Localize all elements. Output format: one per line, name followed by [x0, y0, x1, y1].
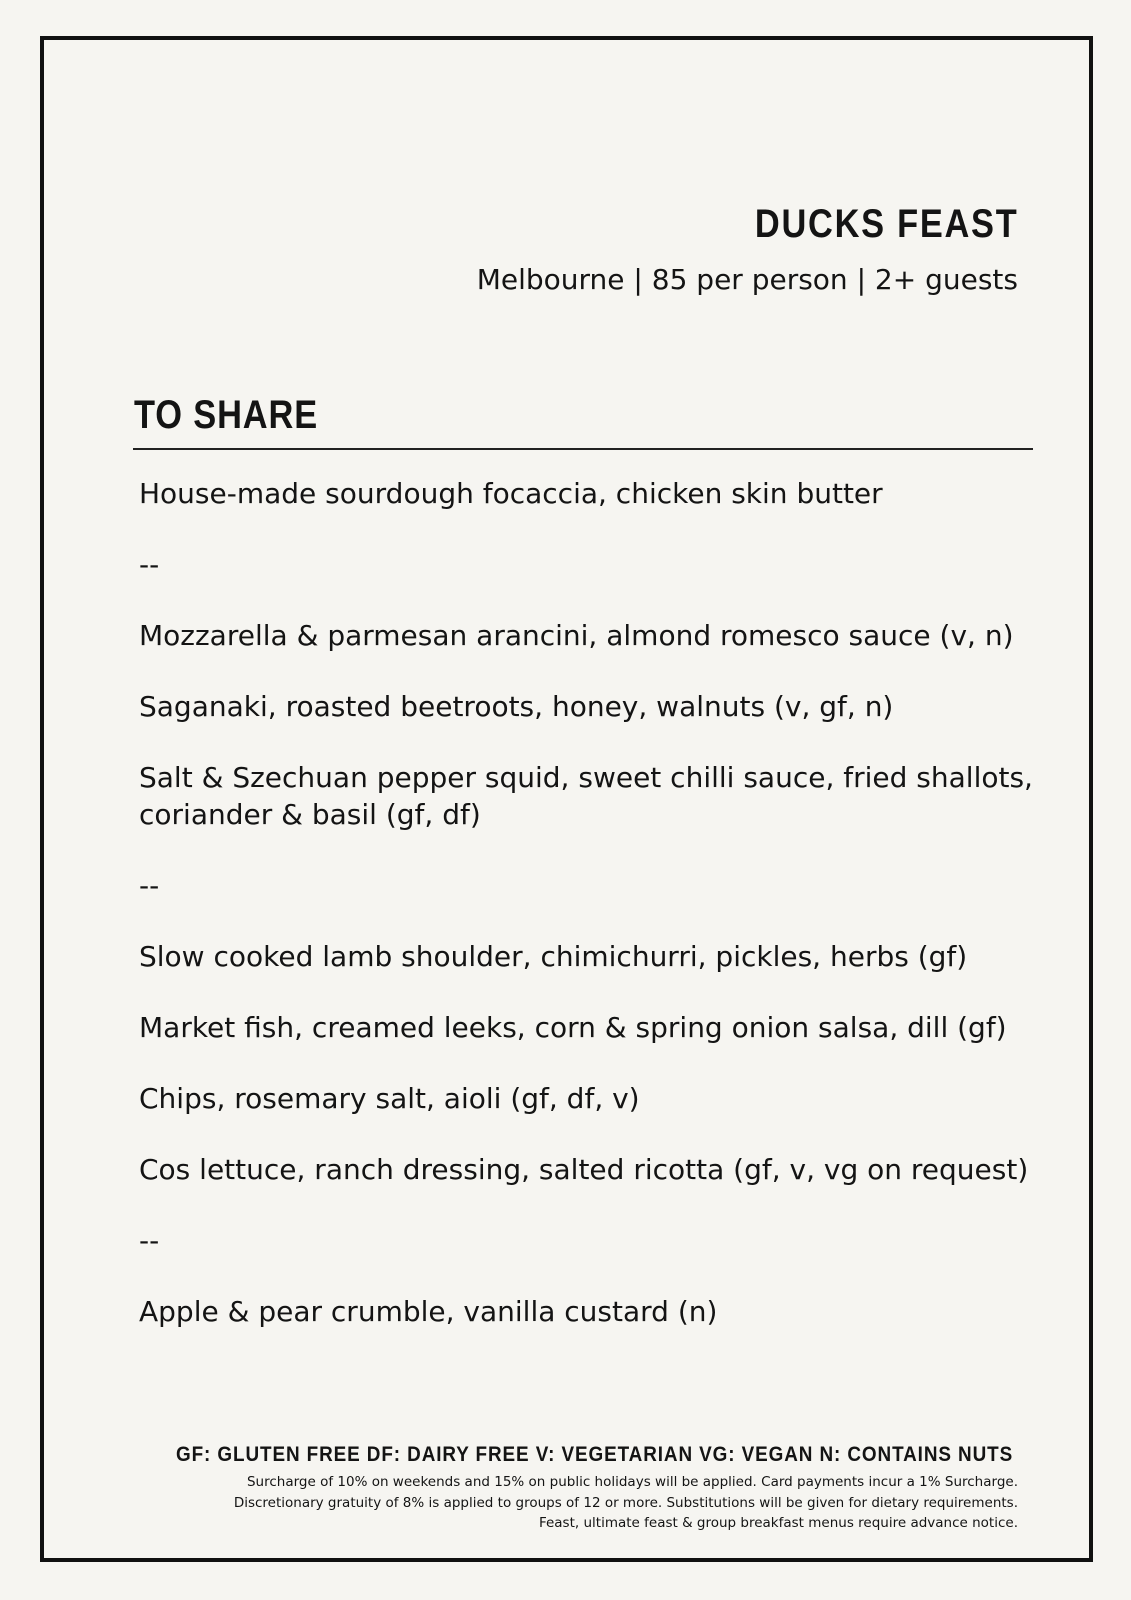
footer-note: Surcharge of 10% on weekends and 15% on public holidays will be applied. Card payments incur a 1% Surcharge.	[246, 1474, 1018, 1490]
menu-item: Mozzarella & parmesan arancini, almond romesco sauce (v, n)	[139, 619, 1014, 652]
menu-subtitle: Melbourne | 85 per person | 2+ guests	[476, 263, 1018, 296]
menu-item: Market fish, creamed leeks, corn & spring onion salsa, dill (gf)	[139, 1011, 1007, 1044]
course-separator: --	[139, 548, 160, 581]
section-heading: TO SHARE	[134, 393, 319, 437]
footer-notes	[234, 1472, 1018, 1534]
footer-note: Feast, ultimate feast & group breakfast menus require advance notice.	[538, 1515, 1018, 1531]
menu-item: Saganaki, roasted beetroots, honey, walnuts (v, gf, n)	[139, 690, 894, 723]
menu-item: Cos lettuce, ranch dressing, salted ricotta (gf, v, vg on request)	[139, 1153, 1029, 1186]
dietary-legend: GF: GLUTEN FREE DF: DAIRY FREE V: VEGETARIAN VG: VEGAN N: CONTAINS NUTS	[175, 1443, 1013, 1466]
section-divider	[133, 448, 1033, 450]
menu-item: Chips, rosemary salt, aioli (gf, df, v)	[139, 1082, 640, 1115]
menu-item: House-made sourdough focaccia, chicken skin butter	[139, 477, 883, 510]
menu-item-list	[139, 475, 1039, 1364]
menu-item: Apple & pear crumble, vanilla custard (n)	[139, 1295, 718, 1328]
course-separator: --	[139, 1224, 160, 1257]
course-separator: --	[139, 869, 160, 902]
menu-title: DUCKS FEAST	[754, 202, 1018, 246]
menu-item: Salt & Szechuan pepper squid, sweet chilli sauce, fried shallots, coriander & basil (gf, df)	[139, 761, 1033, 831]
footer-note: Discretionary gratuity of 8% is applied to groups of 12 or more. Substitutions will be given for dietary requirements.	[233, 1494, 1018, 1511]
menu-item: Slow cooked lamb shoulder, chimichurri, pickles, herbs (gf)	[139, 940, 968, 973]
